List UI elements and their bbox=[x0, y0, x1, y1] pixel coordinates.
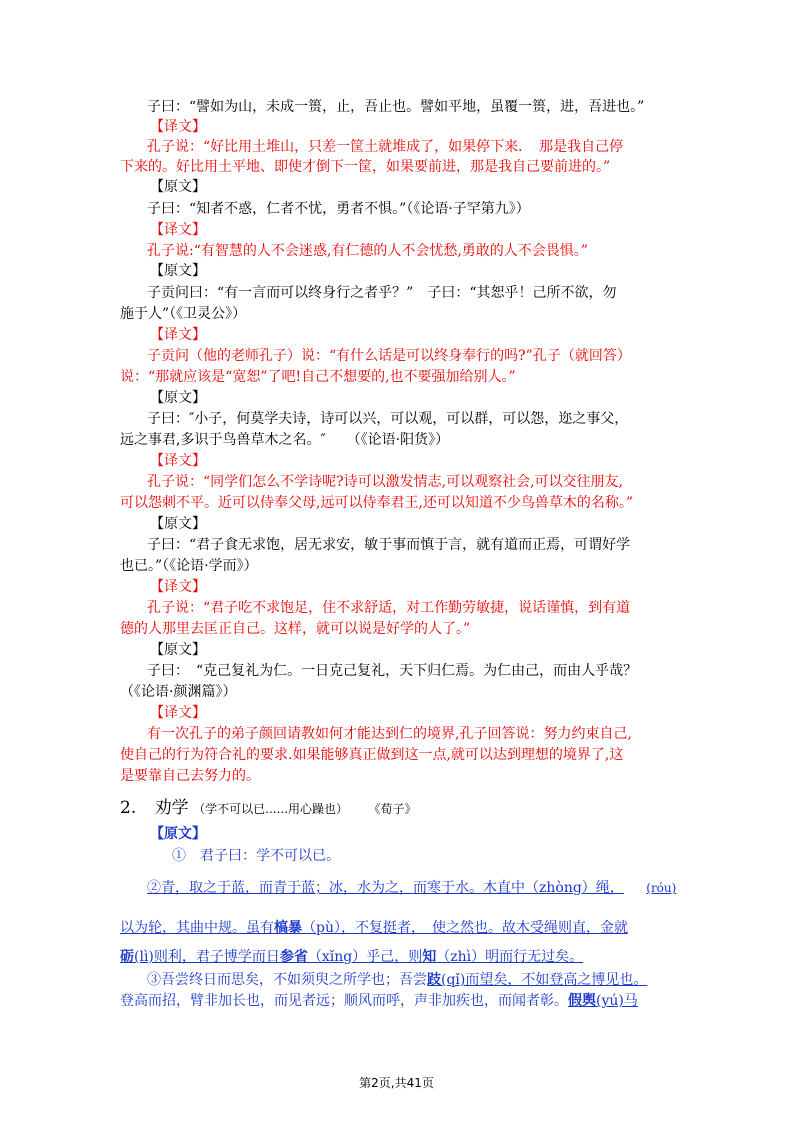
yiwen-heading: 【译文】 bbox=[150, 222, 206, 238]
yiwen-text: 德的人那里去匡正自己。这样，就可以说是好学的人了。” bbox=[120, 621, 471, 637]
section-title: 劝学 bbox=[154, 798, 189, 818]
section-source: 《荀子》 bbox=[368, 802, 417, 816]
yiwen-text: 使自己的行为符合礼的要求.如果能够真正做到这一点,就可以达到理想的境界了,这 bbox=[120, 747, 624, 763]
yiwen-text: 是要靠自己去努力的。 bbox=[120, 768, 260, 784]
yiwen-heading: 【译文】 bbox=[150, 327, 206, 343]
yuanwen-heading: 【原文】 bbox=[150, 642, 206, 658]
yiwen-heading: 【译文】 bbox=[150, 705, 206, 721]
yiwen-heading: 【译文】 bbox=[150, 119, 206, 135]
yuanwen-text: 子曰： “克己复礼为仁。一日克己复礼，天下归仁焉。为仁由己，而由人乎哉？ bbox=[147, 663, 638, 679]
yuanwen-text: 子曰：″小子，何莫学夫诗，诗可以兴，可以观，可以群，可以怨，迩之事父， bbox=[147, 411, 629, 427]
yuanwen-text: 子曰：“譬如为山，未成一篑，止，吾止也。譬如平地，虽覆一篑，进，吾进也。” bbox=[147, 99, 645, 115]
quanxue-paragraph-2: ②青，取之于蓝，而青于蓝；冰，水为之，而寒于水。木直中（zhòng）绳， (róu) bbox=[147, 880, 677, 896]
section-subtitle: （学不可以已......用心躁也） bbox=[193, 802, 349, 816]
quanxue-paragraph-3: ③吾尝终日而思矣，不如须臾之所学也；吾尝跂(qǐ)而望矣，不如登高之博见也。 bbox=[147, 972, 648, 988]
yiwen-text: 说：“那就应该是“宽恕”了吧!自己不想要的,也不要强加给别人。” bbox=[120, 369, 516, 385]
yiwen-text: 孔子说：“好比用土堆山，只差一筐土就堆成了，如果停下来． 那是我自己停 bbox=[147, 139, 624, 155]
yiwen-heading: 【译文】 bbox=[150, 453, 206, 469]
quanxue-paragraph-3-cont: 登高而招，臂非加长也，而见者远；顺风而呼，声非加疾也，而闻者彰。假舆(yú)马 bbox=[120, 993, 638, 1009]
yuanwen-text: （《论语·颜渊篇》） bbox=[120, 684, 237, 700]
yuanwen-heading: 【原文】 bbox=[150, 516, 206, 532]
yiwen-text: 孔子说：“同学们怎么不学诗呢?诗可以激发情志,可以观察社会,可以交往朋友, bbox=[147, 474, 624, 490]
yiwen-text: 下来的。好比用土平地、即使才倒下一筐，如果要前进，那是我自己要前进的。” bbox=[120, 159, 611, 175]
yuanwen-text: 也已。”（《论语·学而》） bbox=[120, 558, 258, 574]
page-number: 第2页,共41页 bbox=[359, 1076, 434, 1090]
yiwen-heading: 【译文】 bbox=[150, 579, 206, 595]
yuanwen-text: 远之事君,多识于鸟兽草木之名。″ （《论语·阳货》） bbox=[120, 432, 450, 448]
yuanwen-text: 施于人”（《卫灵公》） bbox=[120, 306, 247, 322]
yuanwen-text: 子曰：“知者不惑，仁者不忧，勇者不惧。”（《论语·子罕第九》） bbox=[147, 201, 530, 217]
section-number: 2. bbox=[120, 798, 137, 818]
section-heading bbox=[120, 796, 417, 821]
yiwen-text: 有一次孔子的弟子颜回请教如何才能达到仁的境界,孔子回答说：努力约束自己, bbox=[147, 726, 632, 742]
quanxue-yuanwen-heading: 【原文】 bbox=[150, 826, 206, 842]
quanxue-paragraph-1: ① 君子曰：学不可以已。 bbox=[172, 848, 340, 864]
yuanwen-heading: 【原文】 bbox=[150, 263, 206, 279]
yuanwen-heading: 【原文】 bbox=[150, 390, 206, 406]
yiwen-text: 子贡问（他的老师孔子）说：“有什么话是可以终身奉行的吗?”孔子（就回答） bbox=[147, 348, 631, 364]
yiwen-text: 孔子说:“有智慧的人不会迷惑,有仁德的人不会忧愁,勇敢的人不会畏惧。” bbox=[147, 243, 588, 259]
quanxue-paragraph-2-cont: 以为轮，其曲中规。虽有槁暴（pù），不复挺者， 使之然也。故木受绳则直，金就 bbox=[120, 920, 628, 936]
yuanwen-heading: 【原文】 bbox=[150, 179, 206, 195]
quanxue-paragraph-2-end: 砺(lì)则利，君子博学而日参省（xǐng）乎己，则知（zhì）明而行无过矣。 bbox=[120, 949, 584, 965]
yiwen-text: 孔子说：“君子吃不求饱足，住不求舒适，对工作勤劳敏捷，说话谨慎，到有道 bbox=[147, 600, 631, 616]
yuanwen-text: 子曰：“君子食无求饱，居无求安，敏于事而慎于言，就有道而正焉，可谓好学 bbox=[147, 537, 631, 553]
yiwen-text: 可以怨刺不平。近可以侍奉父母,远可以侍奉君王,还可以知道不少鸟兽草木的名称。” bbox=[120, 495, 634, 511]
yuanwen-text: 子贡问曰：“有一言而可以终身行之者乎？” 子曰：“其恕乎！己所不欲，勿 bbox=[147, 285, 617, 301]
